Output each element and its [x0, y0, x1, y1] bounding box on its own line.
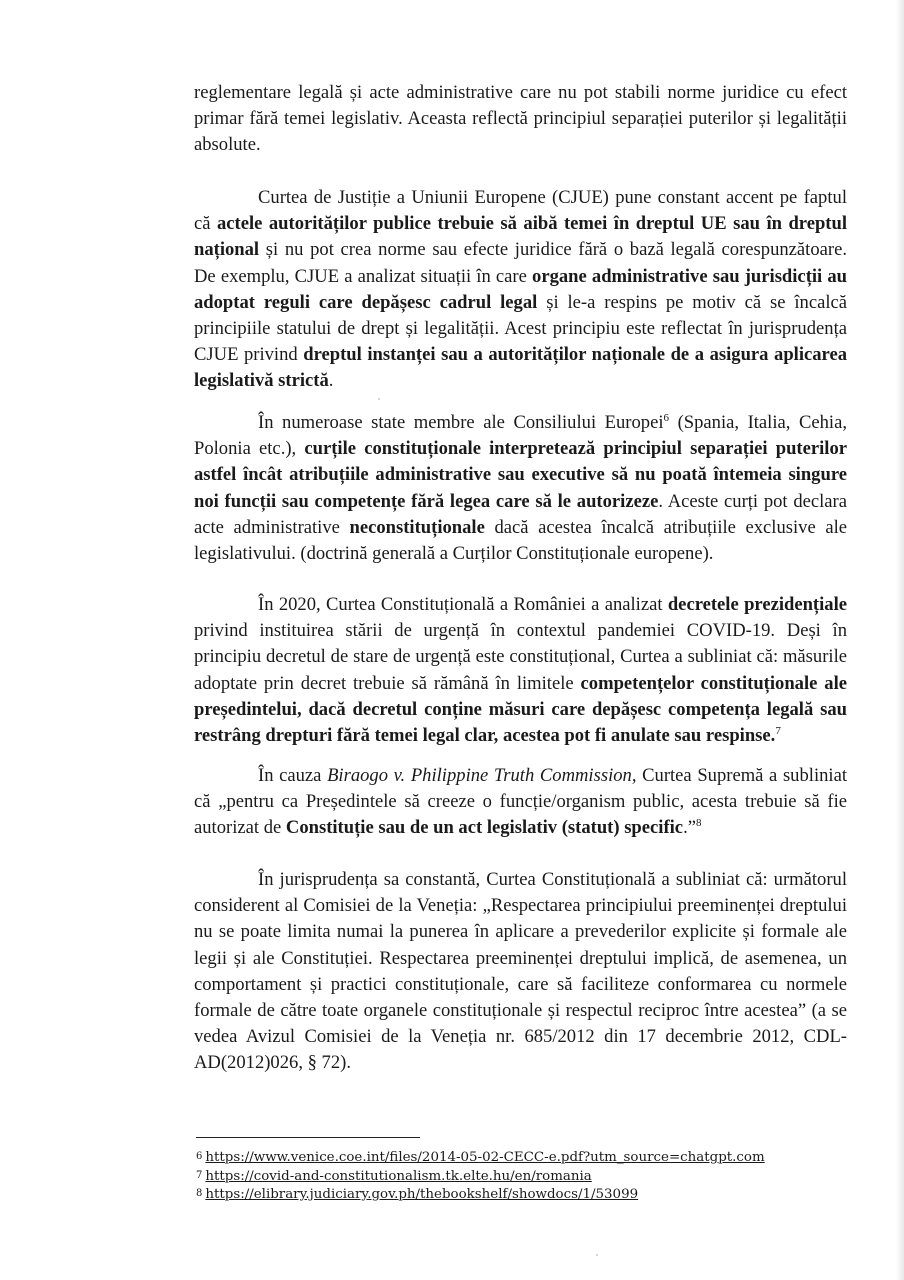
footnote-ref: 6 — [663, 411, 670, 424]
footnote-ref: 7 — [775, 724, 781, 737]
paragraph-0 — [194, 80, 847, 159]
text-segment: organe administrative sau jurisdicții au adoptat reguli care depășesc cadrul legal — [194, 265, 847, 313]
footnote-ref: 8 — [695, 817, 702, 830]
footnote-link[interactable]: https://elibrary.judiciary.gov.ph/thebookshelf/showdocs/1/53099 — [205, 1187, 639, 1202]
paragraph-biraogo — [194, 763, 847, 842]
footnote-7 — [196, 1167, 836, 1186]
footnote-separator — [196, 1137, 420, 1138]
text-segment: În cauza — [258, 765, 328, 786]
text-segment: dacă acestea încalcă atribuțiile exclusive ale legislativului. (doctrină generală a Curților Constituționale europene). — [194, 516, 848, 565]
paragraph-text — [194, 592, 847, 749]
footnote-link[interactable]: https://www.venice.coe.int/files/2014-05-02-CECC-e.pdf?utm_source=chatgpt.com — [205, 1150, 765, 1165]
text-segment: dreptul instanței sau a autorităților naționale de a asigura aplicarea legislativă strictă — [194, 344, 848, 392]
paragraph-venice-commission — [194, 867, 847, 1077]
text-segment: competențelor constituționale ale președintelui, dacă decretul conține măsuri care depășesc competența legală sau restrâng drepturi fără temei legal clar, acestea pot fi anulate sau respinse. — [194, 672, 847, 747]
text-segment: privind instituirea stării de urgență în contextul pandemiei COVID-19. Deși în principiu decretul de stare de urgență este constituțional, Curtea a subliniat că: măsurile adoptate prin decret trebuie să rămână în limitele — [194, 620, 847, 694]
paragraph-text — [194, 763, 847, 842]
text-segment: și le-a respins pe motiv că se încalcă principiile statului de drept și legalității. Acest principiu este reflectat în jurisprudența CJUE privind — [194, 291, 847, 366]
text-segment: .” — [683, 817, 696, 839]
text-segment: Curtea de Justiție a Uniunii Europene (CJUE) pune constant accent pe faptul că — [194, 187, 847, 235]
paragraph-council-of-europe — [194, 410, 847, 567]
scan-speck — [378, 398, 380, 400]
text-segment: decretele prezidențiale — [667, 594, 848, 615]
footnote-number: 6 — [196, 1151, 203, 1162]
text-segment: Biraogo v. Philippine Truth Commission — [327, 765, 632, 786]
paragraph-text — [194, 410, 847, 567]
paragraph-text — [194, 867, 847, 1077]
footnote-6 — [196, 1148, 836, 1167]
footnote-link[interactable]: https://covid-and-constitutionalism.tk.elte.hu/en/romania — [205, 1168, 592, 1184]
text-segment: curțile constituționale interpretează principiul separației puterilor astfel încât atribuțiile administrative sau executive să nu poată întemeia singure noi funcții sau competențe fără legea care să le autorizeze — [194, 438, 847, 512]
paragraph-text — [194, 185, 847, 395]
text-segment: și nu pot crea norme sau efecte juridice fără o bază legală corespunzătoare. De exemplu, CJUE a analizat situații în care — [194, 239, 847, 287]
text-segment: Constituție sau de un act legislativ (statut) specific — [285, 817, 684, 839]
text-segment: (Spania, Italia, Cehia, Polonia etc.), — [194, 412, 847, 460]
text-segment: . Aceste curți pot declara acte administrative — [194, 490, 847, 538]
paragraph-ccr-2020 — [194, 592, 847, 749]
text-segment: reglementare legală și acte administrative care nu pot stabili norme juridice cu efect primar fără temei legislativ. Aceasta reflectă principiul separației puterilor și legalității absolute. — [194, 82, 847, 156]
footnote-8 — [196, 1185, 836, 1204]
footnote-number: 7 — [196, 1169, 203, 1181]
paragraph-text — [194, 80, 847, 159]
scan-speck — [596, 1254, 598, 1256]
text-segment: neconstituționale — [349, 516, 485, 538]
footnotes — [196, 1148, 836, 1204]
text-segment: , Curtea Supremă a subliniat că „pentru ca Președintele să creeze o funcție/organism public, acesta trebuie să fie autorizat de — [194, 765, 847, 839]
text-segment: actele autorităților publice trebuie să aibă temei în dreptul UE sau în dreptul național — [194, 213, 847, 261]
text-segment: . — [328, 370, 334, 392]
text-segment: În numeroase state membre ale Consiliului Europei — [258, 412, 664, 433]
paragraph-cjue — [194, 185, 847, 395]
footnote-number: 8 — [196, 1188, 203, 1199]
text-segment: În 2020, Curtea Constituțională a României a analizat — [258, 594, 668, 615]
text-segment: În jurisprudența sa constantă, Curtea Constituțională a subliniat că: următorul considerent al Comisiei de la Veneția: „Respectarea principiului preeminenței dreptului nu se poate limita numai la punerea în aplicare a prevederilor explicite și formale ale legii și ale Constituției. Respectarea preeminenței dreptului implică, de asemenea, un comportament și practici constituționale, care să faciliteze conformarea cu normele formale de către toate organele constituționale și respectul reciproc între acestea” (a se vedea Avizul Comisiei de la Veneția nr. 685/2012 din 17 decembrie 2012, CDL-AD(2012)026, § 72). — [194, 869, 847, 1074]
